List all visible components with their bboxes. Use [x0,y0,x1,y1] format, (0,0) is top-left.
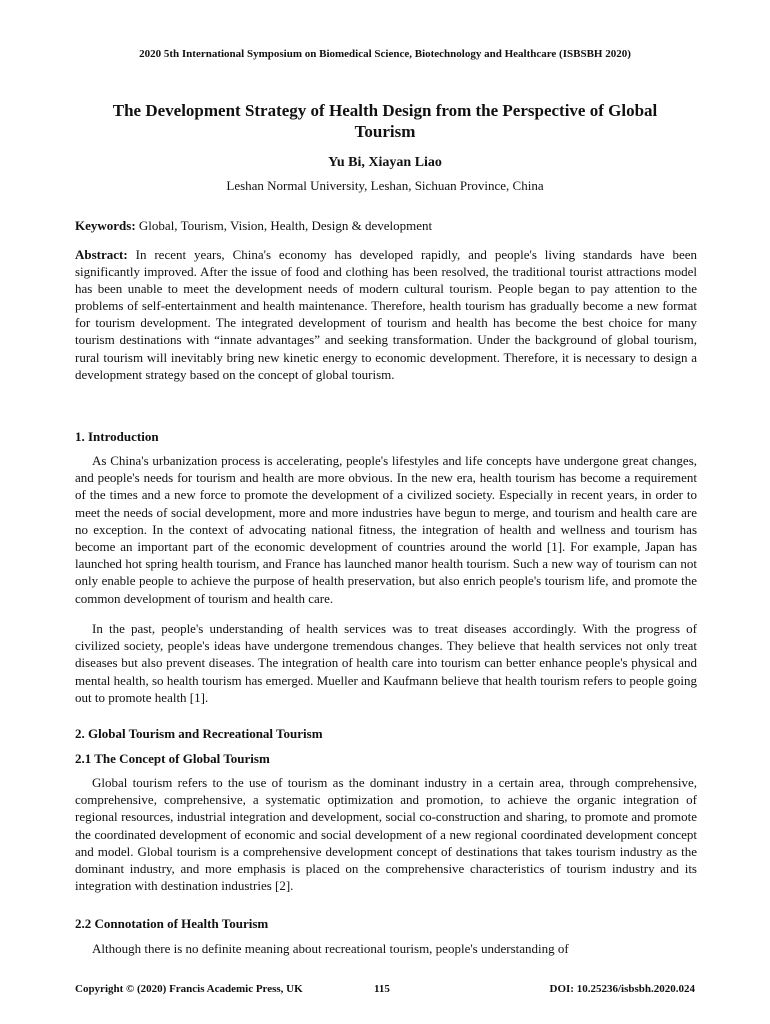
paragraph-concept: Global tourism refers to the use of tourism as the dominant industry in a certain area, through comprehensive, comprehensive, comprehensive, a systematic optimization and promotion, to achieve the organic integration of regional resources, industrial integration and development, social co-construction and sharing, to promote and promote the coordinated development of economic and social development of a new regional coordinated development concept and model. Global tourism is a comprehensive development concept of destinations that takes tourism industry as the dominant industry, and more emphasis is placed on the comprehensive characteristics of tourism industry and its integration with destination industries [2]. [75,775,697,894]
paragraph-connotation: Although there is no definite meaning about recreational tourism, people's understanding of [92,941,569,956]
abstract-label: Abstract: [75,247,128,262]
paragraph-introduction-2: In the past, people's understanding of health services was to treat diseases accordingly. With the progress of civilized society, people's ideas have undergone tremendous changes. They believe that health services not only treat diseases but also prevent diseases. The integration of health care into tourism can better enhance people's physical and mental health, so health tourism has emerged. Mueller and Kaufmann believe that health tourism refers to people going out to promote health [1]. [75,621,697,705]
paragraph-introduction-1: As China's urbanization process is accelerating, people's lifestyles and life concepts have undergone great changes, and people's needs for tourism and health are more obvious. In the new era, health tourism has become a requirement of the times and a new force to promote the development of a civilized society. Especially in recent years, in order to meet the needs of social development, more and more industries have begun to merge, and tourism and health care are no exception. In the context of advocating national fitness, the integration of health and wellness and tourism has become an important part of the economic development of countries around the world [1]. For example, Japan has launched hot spring health tourism, and France has launched manor health tourism. Such a new way of tourism can not only enable people to achieve the purpose of health preservation, but also enrich people's tourism life, and promote the common development of tourism and health care. [75,453,697,606]
footer-page-number: 115 [374,983,390,995]
section-heading-global-tourism: 2. Global Tourism and Recreational Tourism [75,726,323,741]
abstract [75,246,697,383]
section-heading-introduction: 1. Introduction [75,429,159,444]
keywords-label: Keywords: [75,218,136,233]
paper-authors: Yu Bi, Xiayan Liao [328,155,442,170]
abstract-text: In recent years, China's economy has developed rapidly, and people's living standards have been significantly improved. After the issue of food and clothing has been resolved, the traditional tourist attractions model has been unable to meet the development needs of modern cultural tourism. People began to pay attention to the problems of self-entertainment and health maintenance. Therefore, health tourism has gradually become a new format for tourism development. The integrated development of tourism and health has become the best choice for many tourism destinations with “innate advantages” and seeking transformation. Under the background of global tourism, rural tourism will inevitably bring new kinetic energy to economic development. Therefore, it is necessary to design a development strategy based on the concept of global tourism. [75,247,698,382]
keywords [75,217,697,234]
subsection-heading-concept: 2.1 The Concept of Global Tourism [75,751,270,766]
paper-affiliation: Leshan Normal University, Leshan, Sichuan Province, China [226,178,544,193]
footer-doi: DOI: 10.25236/isbsbh.2020.024 [549,983,695,995]
keywords-text: Global, Tourism, Vision, Health, Design & development [138,218,433,233]
subsection-heading-connotation: 2.2 Connotation of Health Tourism [75,916,269,931]
paper-title: The Development Strategy of Health Design from the Perspective of Global Tourism [112,101,658,141]
footer-copyright: Copyright © (2020) Francis Academic Press, UK [75,983,303,995]
conference-header: 2020 5th International Symposium on Biomedical Science, Biotechnology and Healthcare (ISBSBH 2020) [139,48,631,60]
